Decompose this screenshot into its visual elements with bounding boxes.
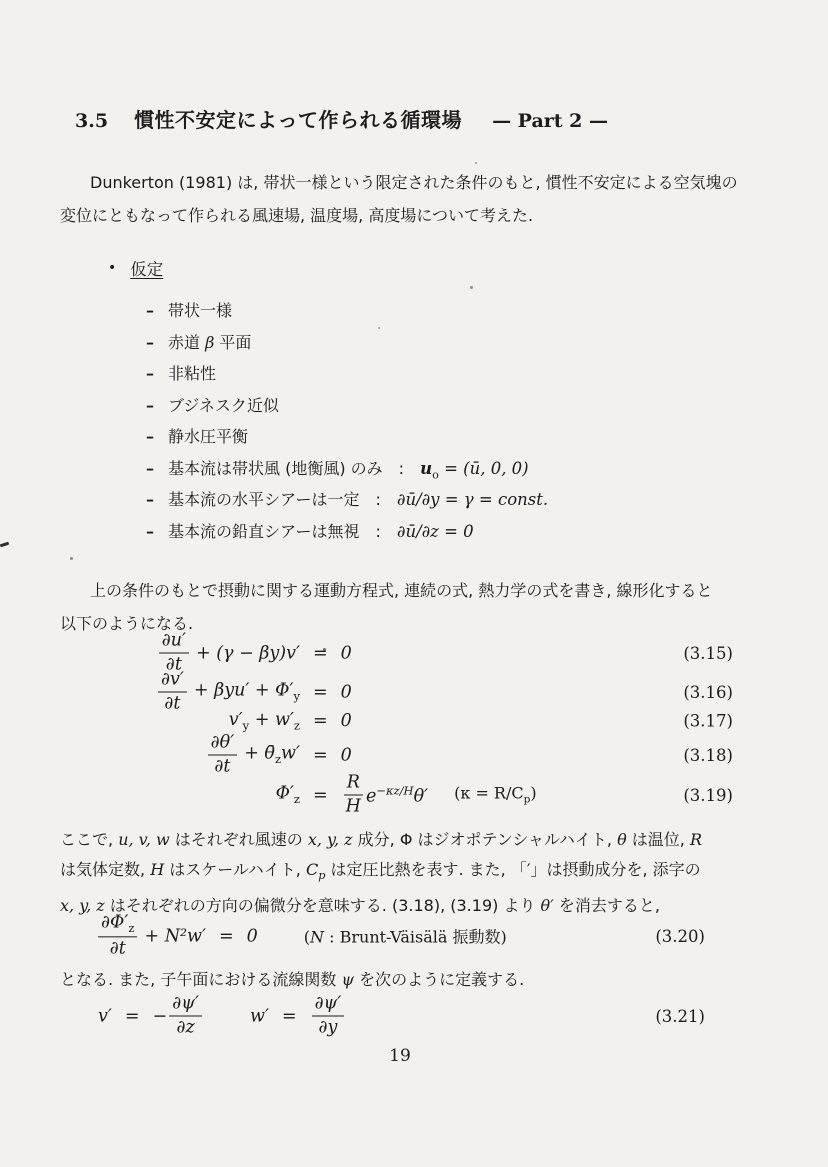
fraction-denominator: ∂t bbox=[109, 938, 126, 959]
fraction bbox=[158, 670, 187, 715]
equation-3-18 bbox=[60, 733, 768, 778]
equation-terms: v′ bbox=[98, 1006, 112, 1026]
section-heading bbox=[75, 104, 608, 133]
equation-terms: $e^{-\kappa z/H}\theta'$ bbox=[365, 783, 429, 807]
section-number: 3.5 bbox=[75, 110, 109, 132]
scan-speck bbox=[475, 162, 477, 164]
equation-terms: + (γ − βy)v′ bbox=[196, 643, 300, 663]
fraction bbox=[169, 994, 202, 1039]
scan-speck bbox=[0, 542, 9, 548]
fraction-numerator: ∂v′ bbox=[158, 670, 187, 693]
section-title: 慣性不安定によって作られる循環場 bbox=[134, 108, 463, 132]
equation-terms: $\Phi'_z$ bbox=[275, 783, 300, 807]
equation-number: (3.15) bbox=[683, 643, 733, 663]
assumption-label: 基本流の鉛直シアーは無視 bbox=[168, 521, 360, 541]
colon-separator: : bbox=[375, 521, 381, 541]
fraction bbox=[98, 912, 137, 959]
assumption-label: 基本流の水平シアーは一定 bbox=[168, 490, 360, 509]
equation-rhs bbox=[341, 773, 537, 818]
minus-sign: − bbox=[152, 1006, 168, 1026]
equation-3-19 bbox=[60, 773, 768, 818]
paragraph-line: 以下のようになる. bbox=[60, 614, 194, 633]
equation-rhs: 0 bbox=[340, 682, 352, 702]
paragraph-line: は気体定数, H はスケールハイト, $C_p$ は定圧比熱を表す. また, 「′」は摂動成分を, 添字の bbox=[60, 860, 701, 883]
assumption-item bbox=[146, 298, 548, 330]
page-number: 19 bbox=[389, 1046, 411, 1066]
equals-sign: = bbox=[281, 1006, 297, 1026]
equation-number: (3.18) bbox=[683, 745, 733, 765]
fraction bbox=[343, 773, 364, 818]
equals-sign: = bbox=[313, 682, 328, 702]
intro-paragraph bbox=[60, 166, 774, 232]
equation-lhs bbox=[60, 784, 300, 807]
equation-rhs: 0 bbox=[340, 745, 352, 765]
equation-note: $(\kappa = R/C_p)$ bbox=[454, 783, 537, 807]
equation-note: (N : Brunt-Väisälä 振動数) bbox=[303, 927, 507, 947]
fraction-denominator: H bbox=[345, 796, 361, 817]
assumption-label: 赤道 β 平面 bbox=[168, 332, 252, 352]
fraction-denominator: ∂t bbox=[165, 654, 182, 675]
equation-terms: + $\beta yu' + \Phi'_y$ bbox=[193, 680, 300, 704]
colon-separator: : bbox=[375, 490, 381, 509]
assumption-label: 帯状一様 bbox=[168, 301, 233, 320]
assumptions-title: 仮定 bbox=[130, 260, 164, 279]
fraction-numerator: ∂u′ bbox=[159, 631, 189, 654]
equation-3-16 bbox=[60, 670, 768, 715]
fraction-denominator: ∂z bbox=[176, 1017, 195, 1038]
equation-rhs: 0 bbox=[340, 711, 352, 731]
scan-speck bbox=[470, 286, 473, 289]
fraction-denominator: ∂t bbox=[164, 693, 181, 714]
body-paragraph bbox=[60, 963, 774, 996]
assumption-formula: ∂ū/∂z = 0 bbox=[396, 521, 474, 541]
equation-3-17 bbox=[60, 710, 768, 733]
equation-terms: $v'_y + w'_z$ bbox=[228, 709, 300, 733]
paragraph-line: x, y, z はそれぞれの方向の偏微分を意味する. (3.18), (3.19) より θ′ を消去すると, bbox=[60, 896, 660, 916]
assumption-item bbox=[146, 487, 548, 519]
dash-icon: – bbox=[146, 521, 154, 541]
equation-rhs: 0 bbox=[340, 643, 352, 663]
assumption-item bbox=[146, 361, 548, 393]
equation-lhs bbox=[60, 733, 300, 778]
assumption-label: 静水圧平衡 bbox=[168, 427, 249, 446]
dash-icon: – bbox=[146, 395, 154, 415]
equation-rhs: 0 bbox=[246, 926, 258, 946]
fraction-numerator: $\partial\Phi'_z$ bbox=[98, 912, 137, 937]
dash-icon: – bbox=[146, 332, 154, 352]
equation-number: (3.19) bbox=[683, 785, 733, 805]
equation-number: (3.17) bbox=[683, 711, 733, 731]
equation-3-20 bbox=[96, 912, 768, 959]
fraction-numerator: ∂ψ′ bbox=[169, 994, 202, 1017]
equals-sign: = bbox=[313, 711, 328, 731]
equation-3-21 bbox=[98, 994, 768, 1039]
dash-icon: – bbox=[146, 427, 154, 446]
assumption-label: 非粘性 bbox=[168, 364, 217, 383]
assumption-item bbox=[146, 424, 548, 456]
equals-sign: = bbox=[313, 745, 328, 765]
equals-sign: = bbox=[124, 1006, 140, 1026]
assumption-item bbox=[146, 456, 548, 488]
assumption-item bbox=[146, 393, 548, 425]
assumptions-heading bbox=[108, 256, 163, 280]
assumption-item bbox=[146, 330, 548, 362]
equation-terms: w′ bbox=[249, 1006, 269, 1026]
equation-number: (3.16) bbox=[683, 682, 733, 702]
equation-number: (3.20) bbox=[655, 926, 705, 946]
fraction bbox=[208, 733, 238, 778]
dash-icon: – bbox=[146, 301, 154, 320]
fraction-numerator: R bbox=[344, 773, 363, 796]
bullet-icon: • bbox=[108, 260, 117, 276]
equals-sign: = bbox=[313, 785, 328, 805]
fraction-numerator: ∂θ′ bbox=[208, 733, 238, 756]
dash-icon: – bbox=[146, 364, 154, 383]
equals-sign: = bbox=[218, 926, 234, 946]
assumption-item bbox=[146, 519, 548, 551]
dash-icon: – bbox=[146, 490, 154, 509]
assumption-label: 基本流は帯状風 (地衡風) のみ bbox=[168, 458, 383, 478]
assumption-formula: ∂ū/∂y = γ = const. bbox=[396, 490, 549, 509]
paragraph-line: Dunkerton (1981) は, 帯状一様という限定された条件のもと, 慣性不安定による空気塊の bbox=[90, 173, 738, 192]
paragraph-line: ここで, u, v, w はそれぞれ風速の x, y, z 成分, Φ はジオポテンシャルハイト, θ は温位, R bbox=[60, 830, 703, 849]
paragraph-line: となる. また, 子午面における流線関数 ψ を次のように定義する. bbox=[60, 970, 525, 989]
fraction-denominator: ∂y bbox=[318, 1017, 338, 1038]
scan-speck bbox=[70, 557, 73, 560]
assumption-formula: $u_o$ = (ū, 0, 0) bbox=[420, 458, 529, 481]
fraction bbox=[312, 994, 345, 1039]
fraction-numerator: ∂ψ′ bbox=[312, 994, 345, 1017]
equation-lhs bbox=[60, 710, 300, 733]
equals-sign: = bbox=[313, 643, 328, 663]
paragraph-line: 変位にともなって作られる風速場, 温度場, 高度場について考えた. bbox=[60, 206, 534, 225]
equation-terms: + $\thetā_zw'$ bbox=[244, 743, 300, 767]
dash-icon: – bbox=[146, 458, 154, 478]
section-part-label: — Part 2 — bbox=[492, 110, 609, 132]
body-paragraph bbox=[60, 825, 774, 921]
equation-terms: + N²w′ bbox=[144, 926, 206, 946]
colon-separator: : bbox=[398, 458, 405, 478]
assumption-label: ブジネスク近似 bbox=[168, 395, 279, 415]
assumptions-list bbox=[146, 298, 548, 550]
equation-lhs bbox=[60, 670, 300, 715]
fraction-denominator: ∂t bbox=[214, 756, 231, 777]
equation-number: (3.21) bbox=[655, 1006, 705, 1026]
paragraph-line: 上の条件のもとで摂動に関する運動方程式, 連続の式, 熱力学の式を書き, 線形化すると bbox=[90, 581, 713, 600]
